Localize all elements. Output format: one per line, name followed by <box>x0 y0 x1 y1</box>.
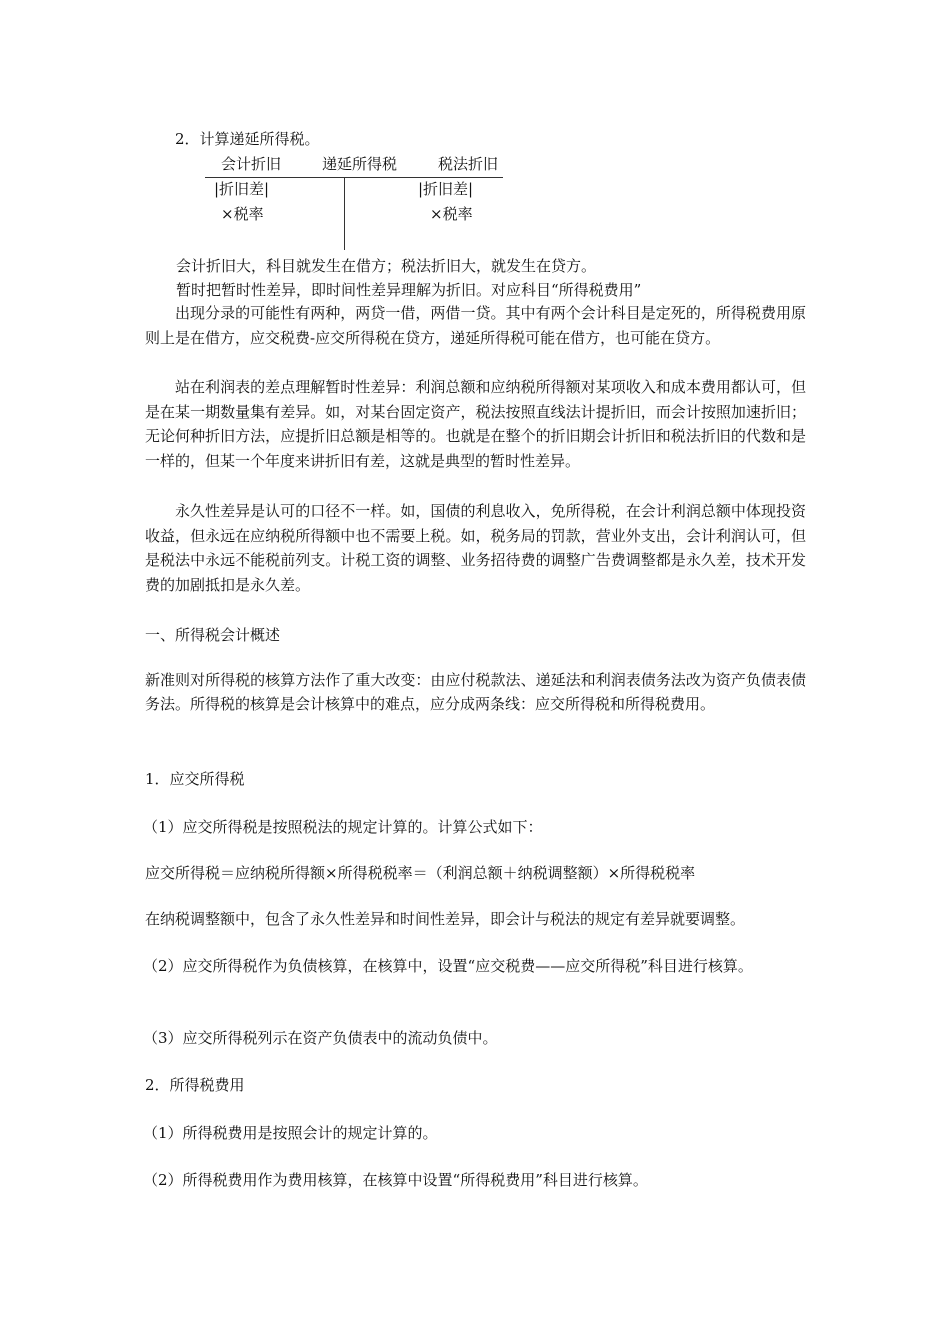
tax-expense-heading: 2．所得税费用 <box>145 1076 245 1094</box>
note-paragraph-1: 会计折旧大，科目就发生在借方；税法折旧大，就发生在贷方。 <box>176 257 597 275</box>
t-account-col-accounting: 会计折旧 <box>221 155 282 173</box>
t-account-col-deferred: 递延所得税 <box>322 155 398 173</box>
tax-expense-item-1: （1）所得税费用是按照会计的规定计算的。 <box>143 1124 438 1142</box>
payable-tax-heading: 1．应交所得税 <box>145 770 245 788</box>
overview-heading: 一、所得税会计概述 <box>145 626 281 644</box>
tax-expense-item-2: （2）所得税费用作为费用核算，在核算中设置“所得税费用”科目进行核算。 <box>143 1171 648 1189</box>
t-account-center-rule <box>344 178 345 250</box>
payable-tax-item-1: （1）应交所得税是按照税法的规定计算的。计算公式如下： <box>143 818 543 836</box>
payable-tax-item-3: （3）应交所得税列示在资产负债表中的流动负债中。 <box>143 1029 498 1047</box>
overview-intro: 新准则对所得税的核算方法作了重大改变：由应付税款法、递延法和利润表债务法改为资产负债表债务法。所得税的核算是会计核算中的难点，应分成两条线：应交所得税和所得税费用。 <box>145 671 806 713</box>
payable-tax-formula: 应交所得税＝应纳税所得额×所得税税率＝（利润总额＋纳税调整额）×所得税税率 <box>145 864 696 882</box>
payable-tax-item-2: （2）应交所得税作为负债核算，在核算中，设置“应交税费——应交所得税”科目进行核算。 <box>143 957 753 975</box>
t-account-left-diff: |折旧差| <box>214 180 270 198</box>
t-account-top-rule <box>205 177 503 178</box>
note-paragraph-4: 站在利润表的差点理解暂时性差异：利润总额和应纳税所得额对某项收入和成本费用都认可，但是在某一期数量集有差异。如，对某台固定资产，税法按照直线法计提折旧，而会计按照加速折旧；无论何种折旧方法，应提折旧总额是相等的。也就是在整个的折旧期会计折旧和税法折旧的代数和是一样的，但某一个年度来讲折旧有差，这就是典型的暂时性差异。 <box>145 378 806 470</box>
note-paragraph-2: 暂时把暂时性差异，即时间性差异理解为折旧。对应科目“所得税费用” <box>176 281 642 299</box>
payable-tax-note: 在纳税调整额中，包含了永久性差异和时间性差异，即会计与税法的规定有差异就要调整。 <box>145 910 746 928</box>
note-paragraph-5: 永久性差异是认可的口径不一样。如，国债的利息收入，免所得税，在会计利润总额中体现投资收益，但永远在应纳税所得额中也不需要上税。如，税务局的罚款，营业外支出，会计利润认可，但是税法中永远不能税前列支。计税工资的调整、业务招待费的调整广告费调整都是永久差，技术开发费的加剧抵扣是永久差。 <box>145 502 806 594</box>
section-2-heading: 2．计算递延所得税。 <box>175 130 320 148</box>
t-account-right-rate: ×税率 <box>430 205 473 223</box>
t-account-col-tax: 税法折旧 <box>438 155 499 173</box>
t-account-right-diff: |折旧差| <box>418 180 474 198</box>
note-paragraph-3: 出现分录的可能性有两种，两贷一借，两借一贷。其中有两个会计科目是定死的，所得税费用原则上是在借方，应交税费-应交所得税在贷方，递延所得税可能在借方，也可能在贷方。 <box>145 304 806 347</box>
t-account-left-rate: ×税率 <box>221 205 264 223</box>
